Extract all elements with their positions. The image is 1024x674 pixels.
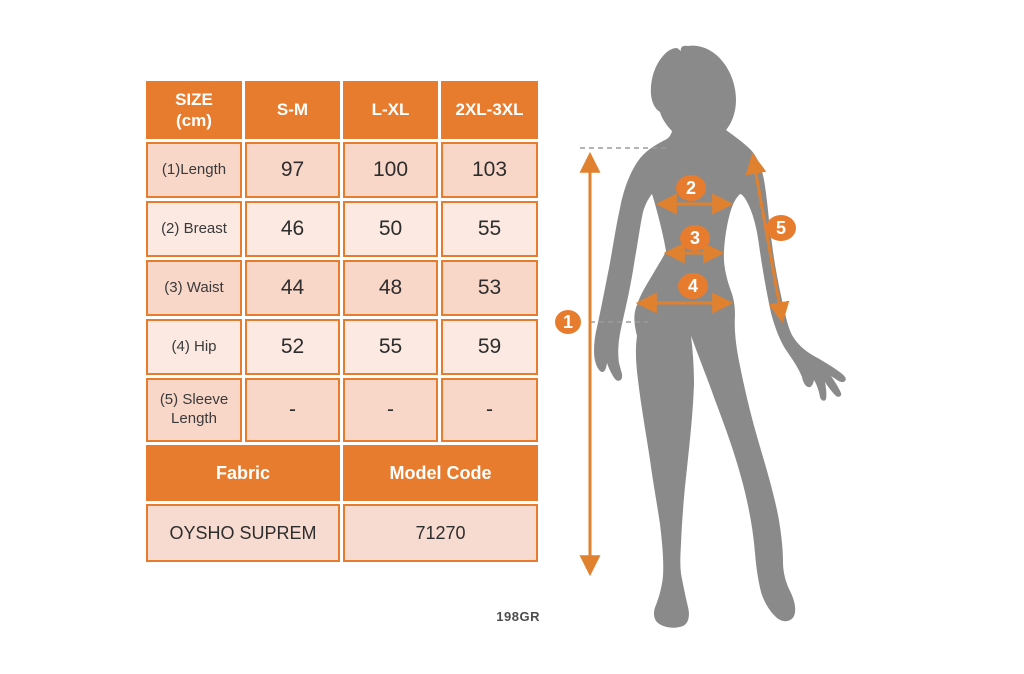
row-label-hip: (4) Hip bbox=[146, 319, 242, 375]
value-sleeve-sm: - bbox=[245, 378, 340, 442]
value-length-sm: 97 bbox=[245, 142, 340, 198]
value-hip-sm: 52 bbox=[245, 319, 340, 375]
marker-5 bbox=[766, 215, 796, 241]
fabric-header-row bbox=[146, 445, 538, 501]
marker-2-label: 2 bbox=[685, 178, 697, 198]
value-hip-2xl3xl: 59 bbox=[441, 319, 538, 375]
size-header-row bbox=[146, 81, 538, 139]
fabric-data-row bbox=[146, 504, 538, 562]
model-code-value: 71270 bbox=[343, 504, 538, 562]
fabric-value: OYSHO SUPREM bbox=[146, 504, 340, 562]
row-label-breast: (2) Breast bbox=[146, 201, 242, 257]
value-waist-sm: 44 bbox=[245, 260, 340, 316]
table-row-sleeve-length bbox=[146, 378, 538, 442]
col-header-l-xl: L-XL bbox=[343, 81, 438, 139]
marker-5-label: 5 bbox=[775, 218, 787, 238]
female-silhouette bbox=[594, 46, 846, 628]
value-hip-lxl: 55 bbox=[343, 319, 438, 375]
fabric-header: Fabric bbox=[146, 445, 340, 501]
col-header-s-m: S-M bbox=[245, 81, 340, 139]
value-length-lxl: 100 bbox=[343, 142, 438, 198]
size-header-line2: (cm) bbox=[176, 111, 212, 130]
table-row-breast bbox=[146, 201, 538, 257]
table-row-length bbox=[146, 142, 538, 198]
value-breast-2xl3xl: 55 bbox=[441, 201, 538, 257]
row-label-waist: (3) Waist bbox=[146, 260, 242, 316]
marker-1-label: 1 bbox=[562, 312, 574, 332]
value-breast-lxl: 50 bbox=[343, 201, 438, 257]
value-sleeve-2xl3xl: - bbox=[441, 378, 538, 442]
weight-note: 198GR bbox=[496, 609, 540, 624]
col-header-2xl-3xl: 2XL-3XL bbox=[441, 81, 538, 139]
row-label-sleeve-length: (5) Sleeve Length bbox=[146, 378, 242, 442]
value-waist-lxl: 48 bbox=[343, 260, 438, 316]
size-header-line1: SIZE bbox=[175, 89, 213, 109]
marker-1 bbox=[555, 310, 581, 334]
marker-3 bbox=[680, 225, 710, 251]
row-label-length: (1)Length bbox=[146, 142, 242, 198]
measurement-diagram bbox=[550, 18, 880, 668]
table-row-waist bbox=[146, 260, 538, 316]
table-row-hip bbox=[146, 319, 538, 375]
model-code-header: Model Code bbox=[343, 445, 538, 501]
value-waist-2xl3xl: 53 bbox=[441, 260, 538, 316]
size-cm-header bbox=[146, 81, 242, 139]
value-breast-sm: 46 bbox=[245, 201, 340, 257]
marker-3-label: 3 bbox=[689, 228, 701, 248]
marker-4-label: 4 bbox=[687, 276, 699, 296]
value-length-2xl3xl: 103 bbox=[441, 142, 538, 198]
marker-4 bbox=[678, 273, 708, 299]
size-table bbox=[143, 78, 541, 565]
value-sleeve-lxl: - bbox=[343, 378, 438, 442]
marker-2 bbox=[676, 175, 706, 201]
